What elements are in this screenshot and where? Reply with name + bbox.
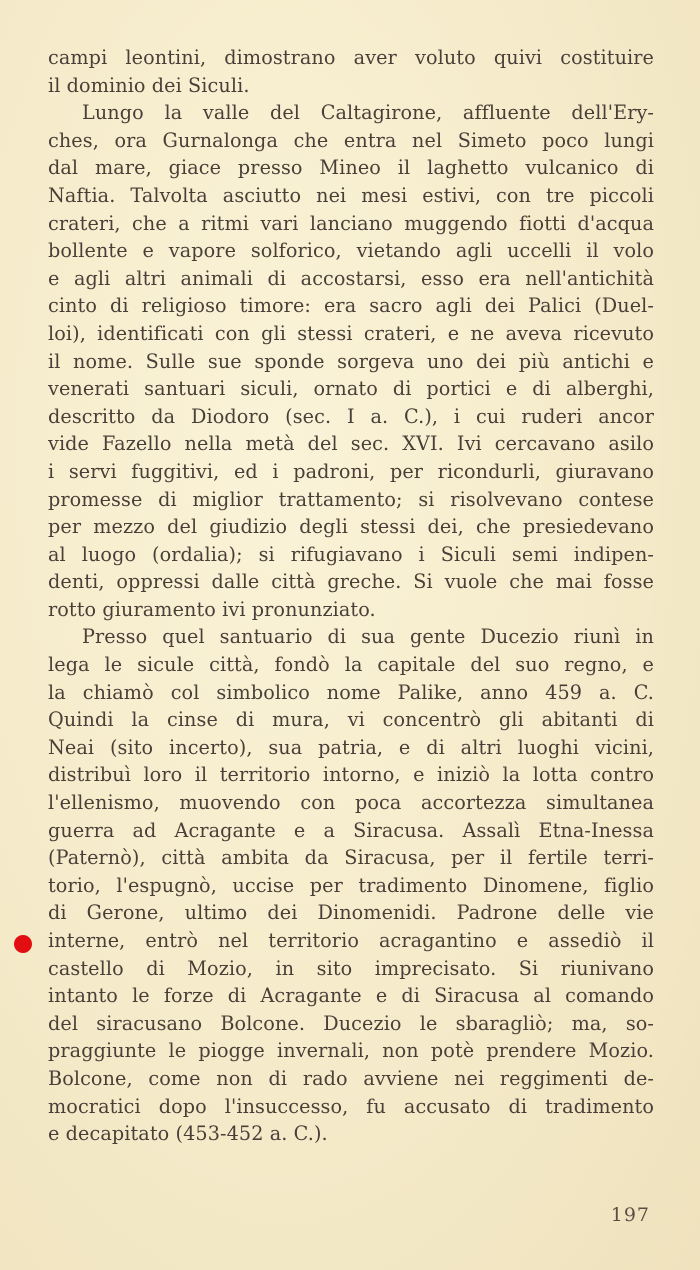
text-line-16: i servi fuggitivi, ed i padroni, per ricondurli, giuravano [48,459,654,483]
red-dot-marker-icon [14,935,32,953]
text-line-34: castello di Mozio, in sito imprecisato. Si riunivano [48,956,654,980]
text-line-29: guerra ad Acragante e a Siracusa. Assalì Etna-Inessa [48,818,654,842]
text-line-27: distribuì loro il territorio intorno, e iniziò la lotta contro [48,763,654,787]
text-line-11: loi), identificati con gli stessi crateri, e ne aveva ricevuto [48,321,654,345]
text-line-17: promesse di miglior trattamento; si risolvevano contese [48,487,654,511]
text-line-2: il dominio dei Siculi. [48,73,250,97]
text-line-5: dal mare, giace presso Mineo il laghetto vulcanico di [48,156,654,180]
text-line-3: Lungo la valle del Caltagirone, affluente dell'Ery- [82,101,654,125]
text-line-19: al luogo (ordalia); si rifugiavano i Siculi semi indipen- [48,542,654,566]
text-line-21: rotto giuramento ivi pronunziato. [48,597,376,621]
text-line-23: lega le sicule città, fondò la capitale del suo regno, e [48,653,654,677]
text-line-25: Quindi la cinse di mura, vi concentrò gli abitanti di [48,708,654,732]
page-number: 197 [610,1204,650,1226]
text-line-9: e agli altri animali di accostarsi, esso era nell'antichità [48,266,654,290]
text-line-7: crateri, che a ritmi vari lanciano muggendo fiotti d'acqua [48,211,654,235]
text-line-31: torio, l'espugnò, uccise per tradimento Dinomene, figlio [48,873,654,897]
text-line-4: ches, ora Gurnalonga che entra nel Simeto poco lungi [48,128,654,152]
text-line-1: campi leontini, dimostrano aver voluto quivi costituire [48,46,654,69]
text-line-24: la chiamò col simbolico nome Palike, anno 459 a. C. [48,680,654,704]
text-line-32: di Gerone, ultimo dei Dinomenidi. Padrone delle vie [48,901,654,925]
text-line-38: Bolcone, come non di rado avviene nei reggimenti de- [48,1066,654,1090]
text-line-37: praggiunte le piogge invernali, non potè prendere Mozio. [48,1039,654,1063]
text-line-22: Presso quel santuario di sua gente Ducezio riunì in [82,625,654,649]
text-line-20: denti, oppressi dalle città greche. Si vuole che mai fosse [48,570,654,594]
text-line-30: (Paternò), città ambita da Siracusa, per il fertile terri- [48,846,654,870]
text-line-14: descritto da Diodoro (sec. I a. C.), i cui ruderi ancor [48,404,654,428]
text-line-12: il nome. Sulle sue sponde sorgeva uno dei più antichi e [48,349,654,373]
text-line-28: l'ellenismo, muovendo con poca accortezza simultanea [48,791,654,815]
text-line-8: bollente e vapore solforico, vietando agli uccelli il volo [48,239,654,263]
text-line-26: Neai (sito incerto), sua patria, e di altri luoghi vicini, [48,735,654,759]
text-line-15: vide Fazello nella metà del sec. XVI. Ivi cercavano asilo [48,432,654,456]
text-line-33: interne, entrò nel territorio acragantino e assediò il [48,929,654,952]
text-line-35: intanto le forze di Acragante e di Siracusa al comando [48,984,654,1008]
page-text-block [48,44,654,1148]
text-line-18: per mezzo del giudizio degli stessi dei, che presiedevano [48,515,654,539]
text-line-39: mocratici dopo l'insuccesso, fu accusato di tradimento [48,1094,654,1118]
text-line-10: cinto di religioso timore: era sacro agli dei Palici (Duel- [48,294,654,318]
text-line-40: e decapitato (453-452 a. C.). [48,1122,328,1146]
text-line-36: del siracusano Bolcone. Ducezio le sbaragliò; ma, so- [48,1011,654,1035]
text-line-13: venerati santuari siculi, ornato di portici e di alberghi, [48,377,654,401]
text-line-6: Naftia. Talvolta asciutto nei mesi estivi, con tre piccoli [48,183,654,207]
